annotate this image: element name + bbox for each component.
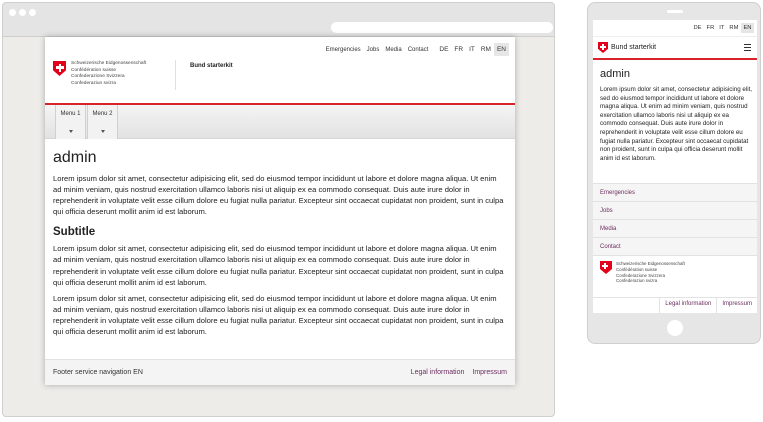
footer-link-legal[interactable]: Legal information	[410, 369, 465, 376]
mobile-paragraph: Lorem ipsum dolor sit amet, consectetur adipisicing elit, sed do eiusmod tempor incididunt ut labore et dolore magna aliqua. Ut enim ad minim veniam, quis nostrud exercitation ullamco laboris nisi ut aliquip ex ea commodo consequat. Duis aute irure dolor in reprehenderit in voluptate velit esse cillum dolore eu fugiat nulla pariatur. Excepteur sint occaecat cupidatat non proident, sunt in culpa qui officia deserunt mollit anim id est laborum.	[600, 86, 753, 162]
language-switcher	[436, 43, 509, 56]
lang-rm[interactable]: RM	[480, 46, 491, 53]
browser-toolbar	[3, 3, 554, 37]
confederation-name-it: Confederazione Svizzera	[616, 272, 666, 278]
mobile-page-title: admin	[600, 68, 630, 80]
desktop-browser-mock	[2, 2, 555, 417]
hamburger-icon[interactable]	[744, 44, 751, 53]
mobile-service-nav	[593, 183, 757, 256]
confederation-name-rm: Confederaziun svizra	[616, 278, 658, 284]
paragraph: Lorem ipsum dolor sit amet, consectetur adipisicing elit, sed do eiusmod tempor incididunt ut labore et dolore magna aliqua. Ut enim ad minim veniam, quis nostrud exercitation ullamco laboris nisi ut aliquip ex ea commodo consequat. Duis aute irure dolor in reprehenderit in voluptate velit esse cillum dolore eu fugiat nulla pariatur. Excepteur sint occaecat cupidatat non proident, sunt in culpa qui officia deserunt mollit anim id est laborum.	[53, 174, 504, 217]
caret-down-icon	[69, 130, 73, 133]
mobile-nav-jobs[interactable]: Jobs	[593, 202, 757, 220]
site-title: Bund starterkit	[190, 63, 233, 69]
main-content	[53, 149, 505, 342]
mobile-red-line	[593, 58, 757, 60]
footer-links	[403, 369, 507, 376]
swiss-flag-icon	[600, 261, 612, 274]
caret-down-icon	[101, 130, 105, 133]
menu-item-label: Menu 2	[92, 111, 113, 117]
mobile-phone-mock	[587, 2, 761, 344]
mobile-nav-media[interactable]: Media	[593, 220, 757, 238]
lang-de[interactable]: DE	[693, 25, 702, 31]
lang-de[interactable]: DE	[439, 46, 449, 53]
service-nav-jobs[interactable]: Jobs	[366, 46, 380, 53]
mobile-language-switcher	[691, 23, 754, 33]
confederation-name-fr: Confédération suisse	[71, 67, 117, 73]
mobile-footer-logo[interactable]	[600, 261, 685, 284]
header-divider	[175, 60, 176, 90]
menu-item-label: Menu 1	[60, 111, 81, 117]
mobile-footer-links	[593, 297, 757, 313]
window-dot-icon	[9, 9, 16, 16]
mobile-footer-legal[interactable]: Legal information	[659, 298, 716, 313]
lang-it[interactable]: IT	[469, 46, 475, 53]
confederation-logo[interactable]	[53, 61, 146, 87]
desktop-page	[45, 37, 515, 385]
footer-service-nav: Footer service navigation EN	[53, 369, 143, 376]
subtitle: Subtitle	[53, 226, 96, 239]
lang-en[interactable]: EN	[741, 23, 754, 33]
mobile-footer-impressum[interactable]: Impressum	[716, 298, 757, 313]
page-footer	[45, 359, 515, 385]
mobile-header	[593, 36, 757, 58]
service-nav-emergencies[interactable]: Emergencies	[325, 46, 361, 53]
phone-home-button	[667, 320, 683, 336]
mobile-site-title[interactable]: Bund starterkit	[611, 44, 657, 51]
mobile-screen	[593, 20, 757, 313]
paragraph: Lorem ipsum dolor sit amet, consectetur adipisicing elit, sed do eiusmod tempor incididunt ut labore et dolore magna aliqua. Ut enim ad minim veniam, quis nostrud exercitation ullamco laboris nisi ut aliquip ex ea commodo consequat. Duis aute irure dolor in reprehenderit in voluptate velit esse cillum dolore eu fugiat nulla pariatur. Excepteur sint occaecat cupidatat non proident, sunt in culpa qui officia deserunt mollit anim id est laborum.	[53, 244, 504, 287]
lang-rm[interactable]: RM	[729, 25, 739, 31]
swiss-flag-icon	[53, 61, 66, 76]
lang-fr[interactable]: FR	[706, 25, 715, 31]
footer-link-impressum[interactable]: Impressum	[472, 369, 507, 376]
page-title: admin	[53, 149, 97, 166]
lang-en[interactable]: EN	[494, 43, 509, 56]
main-menu-bar	[45, 105, 515, 139]
lang-it[interactable]: IT	[719, 25, 725, 31]
menu-item-2[interactable]	[87, 105, 118, 139]
lang-fr[interactable]: FR	[454, 46, 464, 53]
confederation-name-fr: Confédération suisse	[616, 266, 658, 272]
confederation-names	[71, 61, 146, 87]
confederation-name-de: Schweizerische Eidgenossenschaft	[71, 61, 147, 66]
window-dot-icon	[19, 9, 26, 16]
phone-speaker	[667, 10, 683, 13]
paragraph: Lorem ipsum dolor sit amet, consectetur adipisicing elit, sed do eiusmod tempor incididunt ut labore et dolore magna aliqua. Ut enim ad minim veniam, quis nostrud exercitation ullamco laboris nisi ut aliquip ex ea commodo consequat. Duis aute irure dolor in reprehenderit in voluptate velit esse cillum dolore eu fugiat nulla pariatur. Excepteur sint occaecat cupidatat non proident, sunt in culpa qui officia deserunt mollit anim id est laborum.	[53, 293, 504, 337]
confederation-name-rm: Confederaziun svizra	[71, 80, 117, 86]
menu-item-1[interactable]	[55, 105, 86, 139]
service-nav-contact[interactable]: Contact	[407, 46, 429, 53]
address-bar[interactable]	[331, 22, 553, 33]
mobile-nav-contact[interactable]: Contact	[593, 238, 757, 256]
swiss-flag-icon	[598, 42, 608, 53]
mobile-nav-emergencies[interactable]: Emergencies	[593, 184, 757, 202]
service-nav-media[interactable]: Media	[385, 46, 402, 53]
window-dot-icon	[29, 9, 36, 16]
mobile-confederation-names	[616, 261, 685, 284]
confederation-name-de: Schweizerische Eidgenossenschaft	[616, 261, 685, 266]
service-navigation	[320, 43, 509, 56]
mobile-content	[600, 68, 752, 163]
confederation-name-it: Confederazione Svizzera	[71, 74, 125, 79]
